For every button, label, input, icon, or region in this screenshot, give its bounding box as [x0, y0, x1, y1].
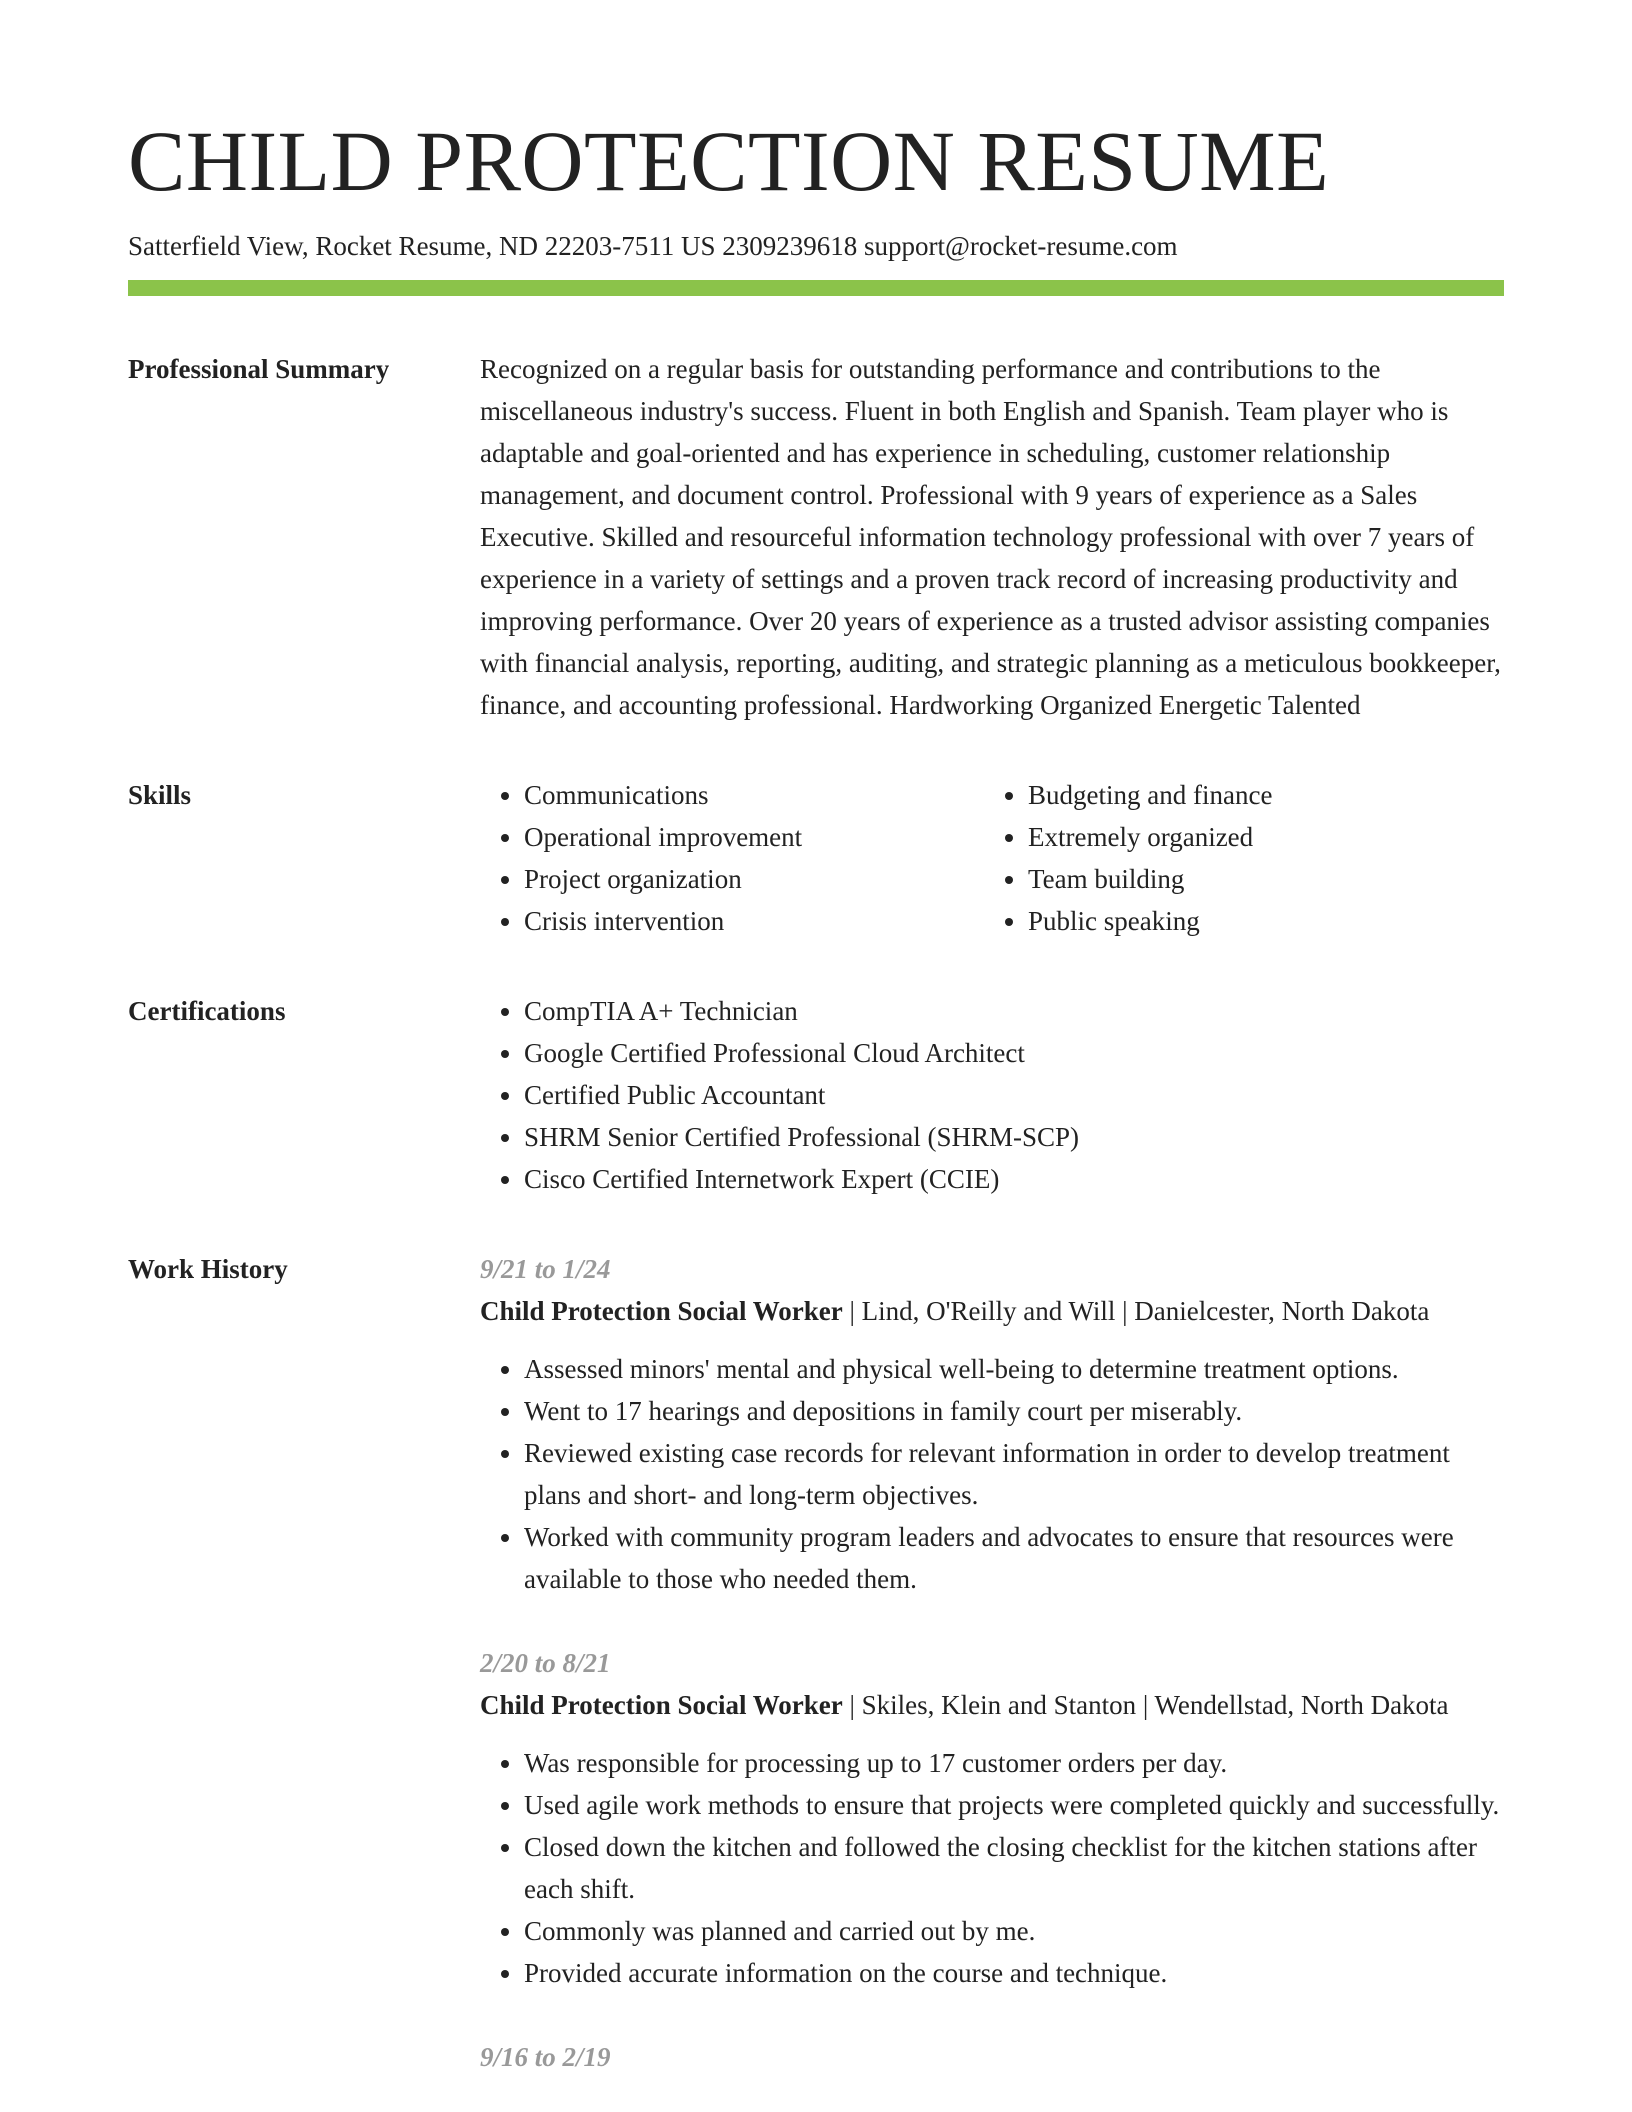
job-bullets — [480, 1348, 1504, 1600]
skill-item: • Public speaking — [1028, 900, 1488, 942]
accent-divider — [128, 280, 1504, 296]
certifications-list — [480, 990, 1504, 1200]
certifications-label: Certifications — [128, 996, 286, 1027]
job-dates: 2/20 to 8/21 — [480, 1648, 611, 1679]
certification-item: • Google Certified Professional Cloud Architect — [524, 1032, 1504, 1074]
skills-list-left — [480, 774, 984, 942]
certification-item: • Certified Public Accountant — [524, 1074, 1504, 1116]
job-entry — [480, 1248, 1504, 1600]
job-bullet: • Worked with community program leaders and advocates to ensure that resources were available to those who needed them. — [524, 1516, 1504, 1600]
summary-section — [128, 348, 1504, 726]
job-bullet: • Reviewed existing case records for relevant information in order to develop treatment plans and short- and long-term objectives. — [524, 1432, 1504, 1516]
skill-item: • Operational improvement — [524, 816, 984, 858]
job-bullet: • Commonly was planned and carried out by me. — [524, 1910, 1504, 1952]
job-bullet: • Closed down the kitchen and followed the closing checklist for the kitchen stations after each shift. — [524, 1826, 1504, 1910]
job-heading — [480, 1684, 1504, 1726]
job-bullet: • Went to 17 hearings and depositions in family court per miserably. — [524, 1390, 1504, 1432]
certification-item: • SHRM Senior Certified Professional (SHRM-SCP) — [524, 1116, 1504, 1158]
job-bullet: • Provided accurate information on the course and technique. — [524, 1952, 1504, 1994]
job-employer-location: | Lind, O'Reilly and Will | Danielcester, North Dakota — [842, 1296, 1430, 1327]
certification-item: • Cisco Certified Internetwork Expert (CCIE) — [524, 1158, 1504, 1200]
summary-text: Recognized on a regular basis for outstanding performance and contributions to the miscellaneous industry's success. Fluent in both English and Spanish. Team player who is adaptable and goal-oriented and has experience in scheduling, customer relationship management, and document control. Professional with 9 years of experience as a Sales Executive. Skilled and resourceful information technology professional with over 7 years of experience in a variety of settings and a proven track record of increasing productivity and improving performance. Over 20 years of experience as a trusted advisor assisting companies with financial analysis, reporting, auditing, and strategic planning as a meticulous bookkeeper, finance, and accounting professional. Hardworking Organized Energetic Talented — [480, 354, 1501, 721]
job-bullet: • Assessed minors' mental and physical well-being to determine treatment options. — [524, 1348, 1504, 1390]
skill-item: • Extremely organized — [1028, 816, 1488, 858]
summary-label: Professional Summary — [128, 354, 390, 385]
skills-label: Skills — [128, 780, 192, 811]
resume-title: CHILD PROTECTION RESUME — [128, 113, 1330, 209]
skill-item: • Crisis intervention — [524, 900, 984, 942]
certifications-section — [128, 990, 1504, 1200]
skills-section — [128, 774, 1504, 942]
job-bullets — [480, 1742, 1504, 1994]
job-heading — [480, 1290, 1504, 1332]
job-bullet: • Was responsible for processing up to 17 customer orders per day. — [524, 1742, 1504, 1784]
skill-item: • Team building — [1028, 858, 1488, 900]
skill-item: • Communications — [524, 774, 984, 816]
job-employer-location: | Skiles, Klein and Stanton | Wendellstad, North Dakota — [842, 1690, 1449, 1721]
job-bullet: • Used agile work methods to ensure that projects were completed quickly and successfully. — [524, 1784, 1504, 1826]
skill-item: • Budgeting and finance — [1028, 774, 1488, 816]
work-history-section — [128, 1248, 1504, 2073]
job-entry — [480, 1642, 1504, 1994]
contact-info: Satterfield View, Rocket Resume, ND 22203-7511 US 2309239618 support@rocket-resume.com — [128, 231, 1178, 261]
job-dates: 9/16 to 2/19 — [480, 2042, 611, 2073]
job-title: Child Protection Social Worker — [480, 1690, 843, 1721]
job-title: Child Protection Social Worker — [480, 1296, 843, 1327]
skill-item: • Project organization — [524, 858, 984, 900]
certification-item: • CompTIA A+ Technician — [524, 990, 1504, 1032]
skills-list-right — [984, 774, 1488, 942]
work-history-label: Work History — [128, 1254, 288, 1285]
job-dates: 9/21 to 1/24 — [480, 1254, 611, 1285]
